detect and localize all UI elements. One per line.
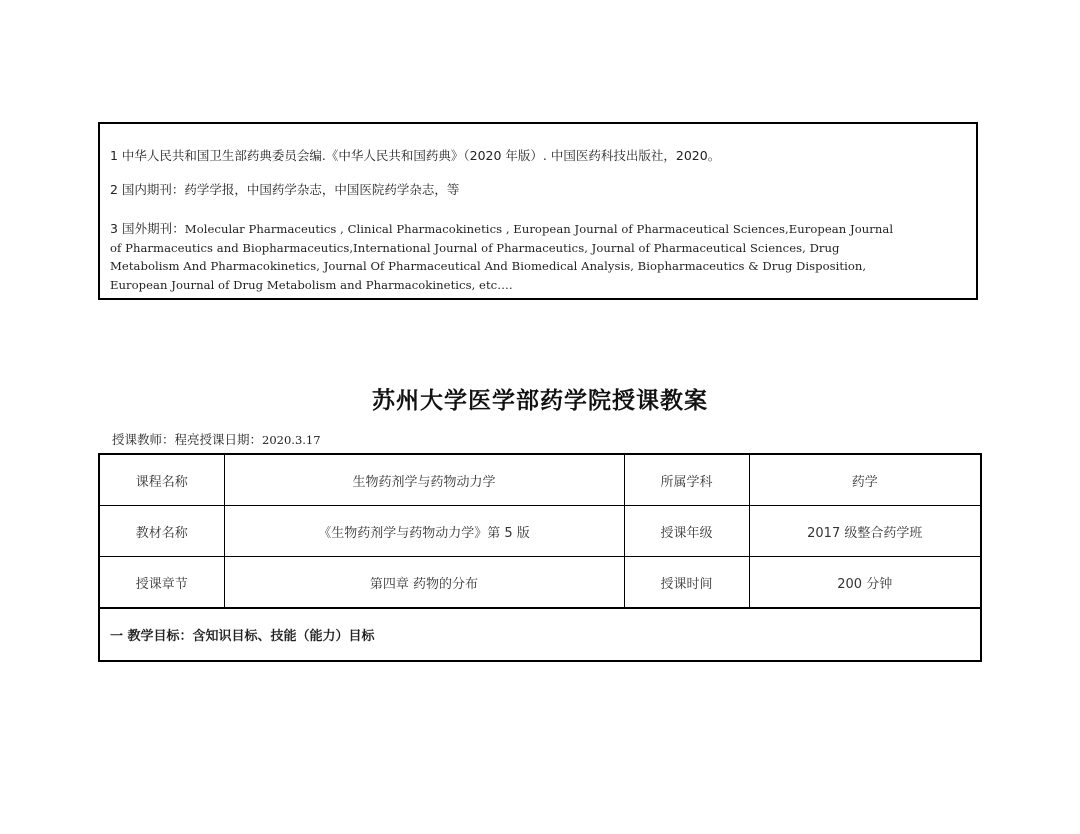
teacher-date-line [112,430,321,448]
textbook-label: 教材名称 [99,506,224,557]
grade-label: 授课年级 [624,506,749,557]
reference-2: 2 国内期刊：药学学报，中国药学杂志，中国医院药学杂志，等 [110,182,460,197]
chapter-label: 授课章节 [99,557,224,609]
table-row [99,506,981,557]
table-row [99,454,981,506]
reference-1: 1 中华人民共和国卫生部药典委员会编.《中华人民共和国药典》（2020 年版）. 中国医药科技出版社，2020。 [110,148,721,163]
table-row [99,608,981,661]
course-info-table [98,453,982,662]
reference-3-line-2: of Pharmaceutics and Biopharmaceutics,International Journal of Pharmaceutics, Journal of Pharmaceutical Sciences, Drug [110,240,840,255]
reference-3-line-4: European Journal of Drug Metabolism and Pharmacokinetics, etc…. [110,277,513,292]
discipline-value: 药学 [749,454,981,506]
reference-3 [110,220,962,294]
lecture-date: 2020.3.17 [262,433,321,447]
course-name-value: 生物药剂学与药物动力学 [224,454,624,506]
document-title: 苏州大学医学部药学院授课教案 [372,387,708,414]
discipline-label: 所属学科 [624,454,749,506]
reference-3-label: 3 国外期刊： [110,221,185,236]
course-name-label: 课程名称 [99,454,224,506]
reference-3-line-1: Molecular Pharmaceutics , Clinical Pharmacokinetics , European Journal of Pharmaceutical Sciences,European Journal [184,222,894,236]
teaching-goals-heading: 一 教学目标：含知识目标、技能（能力）目标 [99,608,981,661]
teacher-label: 授课教师：程亮授课日期： [112,432,263,447]
textbook-value: 《生物药剂学与药物动力学》第 5 版 [224,506,624,557]
duration-value: 200 分钟 [749,557,981,609]
chapter-value: 第四章 药物的分布 [224,557,624,609]
reference-3-line-3: Metabolism And Pharmacokinetics, Journal Of Pharmaceutical And Biomedical Analysis, Biopharmaceutics & Drug Disposition, [110,259,867,273]
grade-value: 2017 级整合药学班 [749,506,981,557]
references-box [98,122,978,300]
table-row [99,557,981,609]
duration-label: 授课时间 [624,557,749,609]
